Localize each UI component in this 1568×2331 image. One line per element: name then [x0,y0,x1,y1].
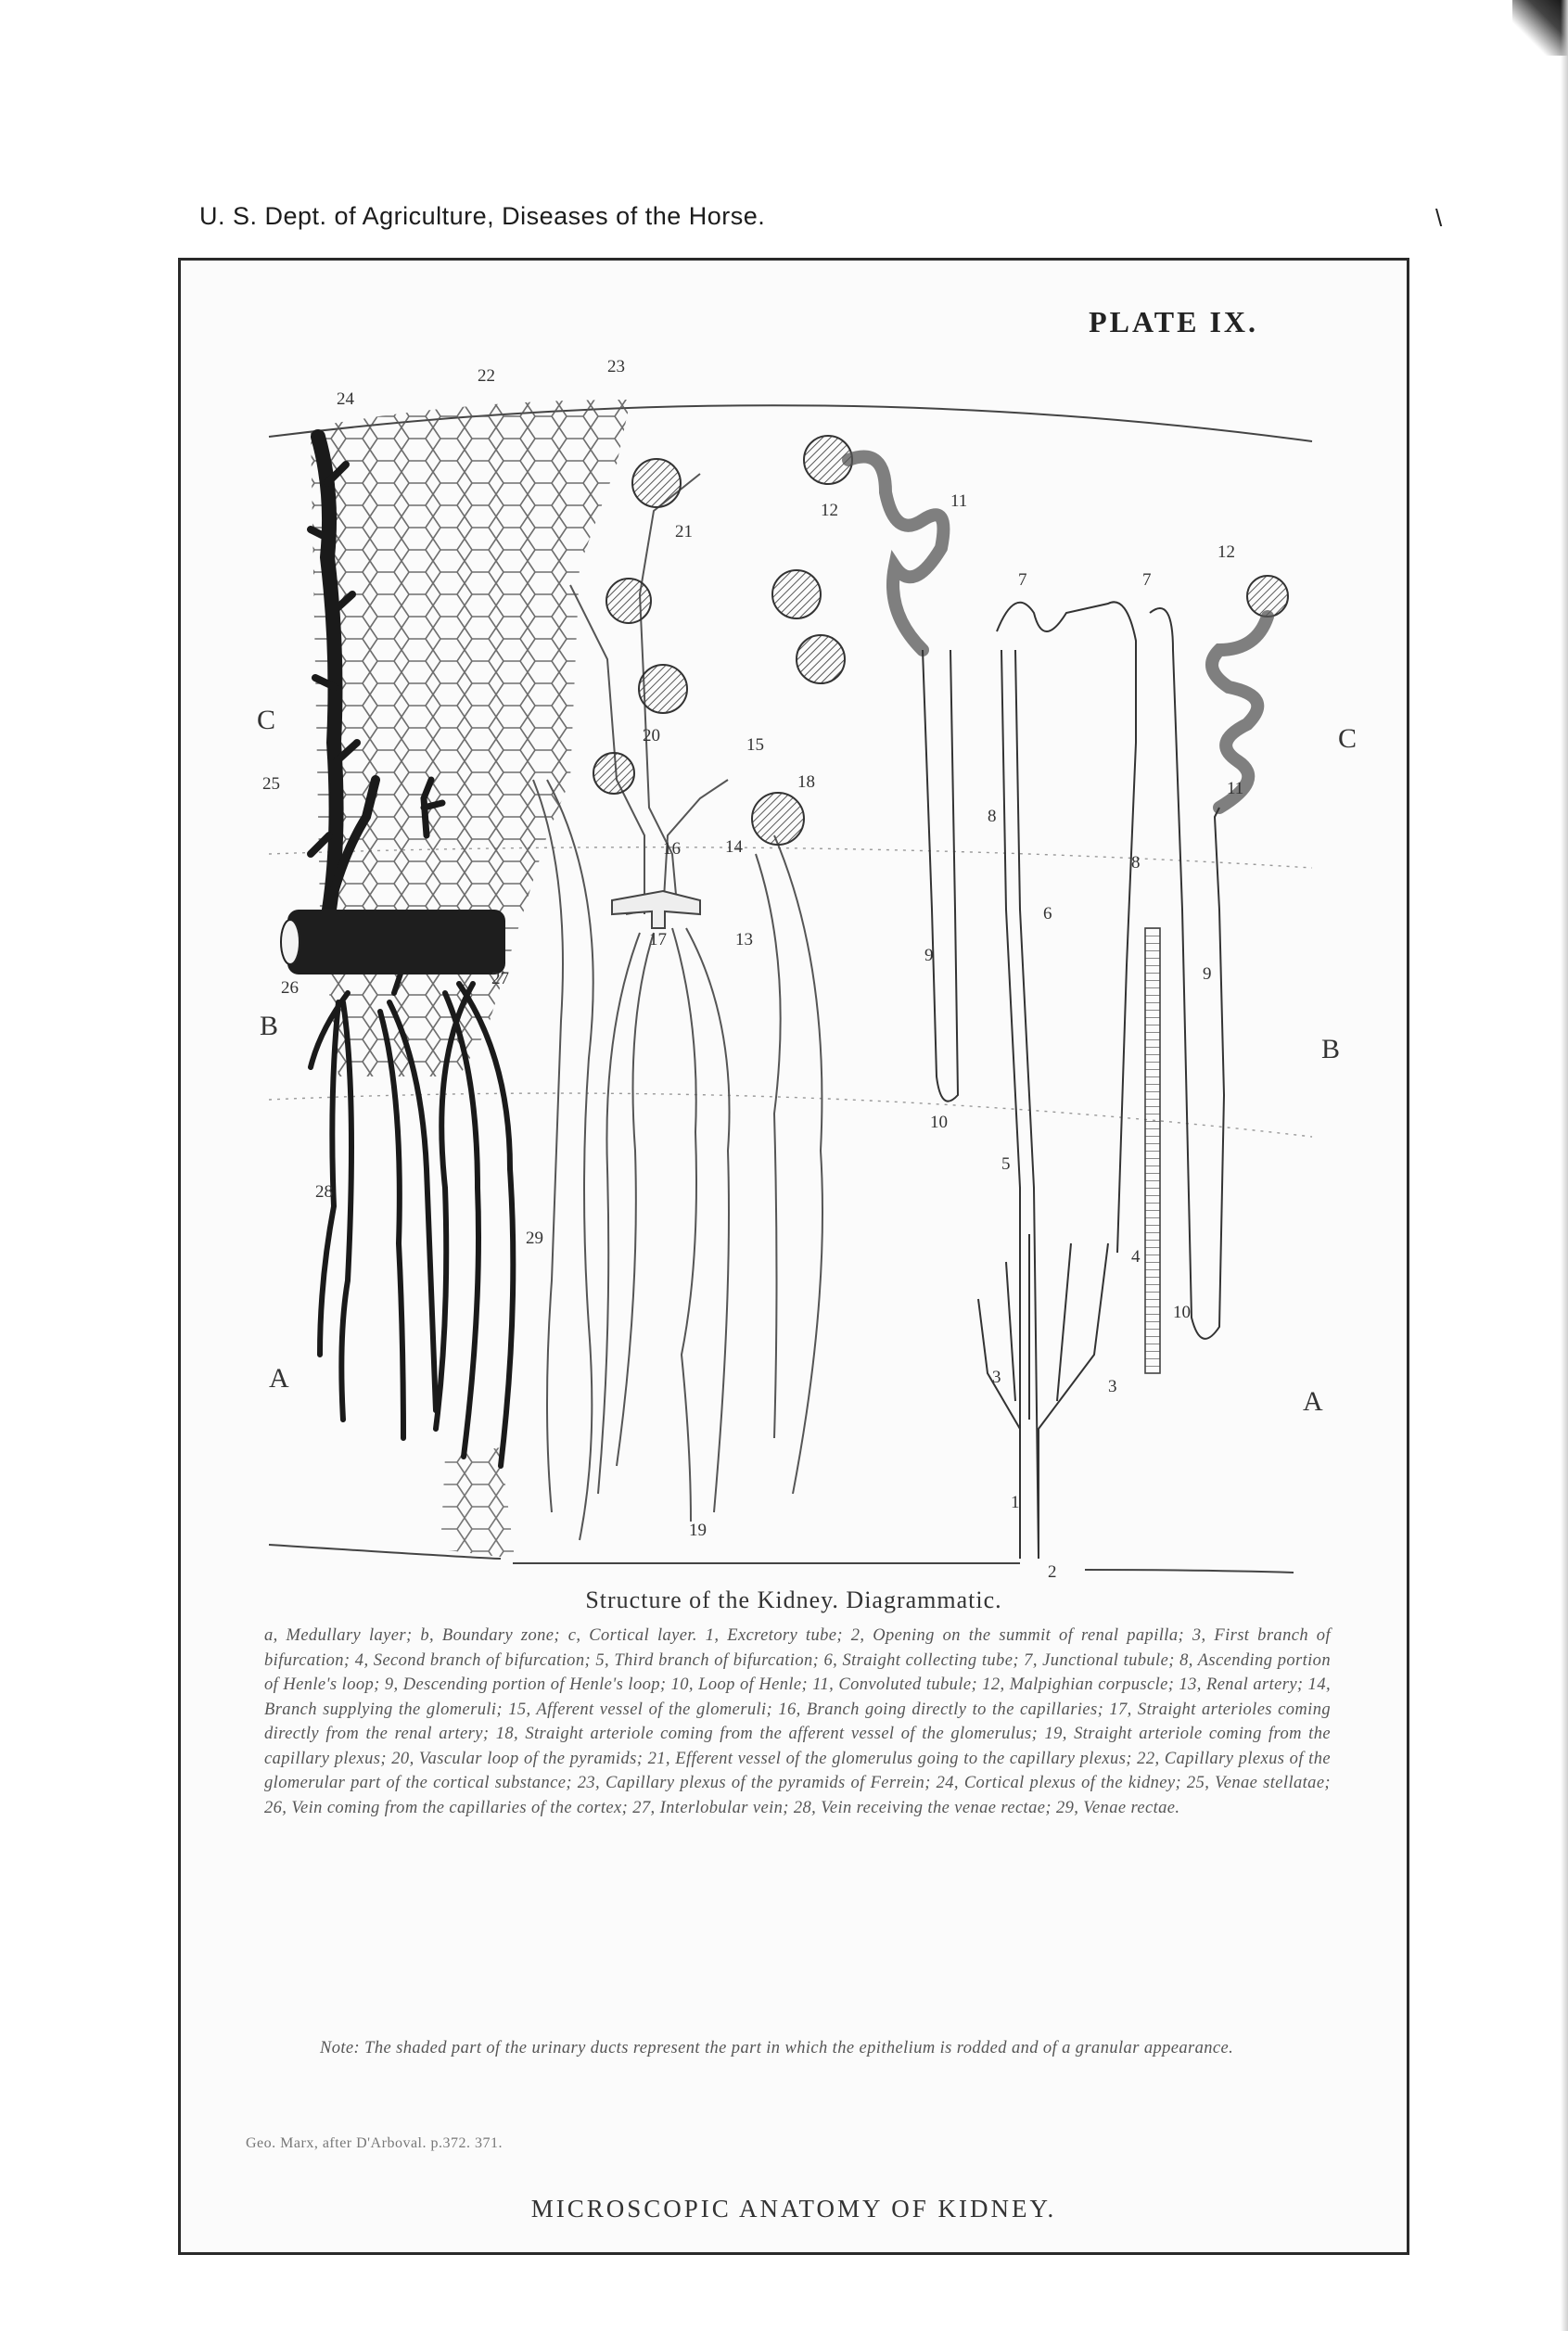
ref-num: 4 [1131,1247,1141,1267]
ref-num: 7 [1142,570,1152,590]
ref-num: 27 [491,969,509,988]
cortical-plexus [311,400,631,1076]
ref-num: 22 [478,366,495,386]
plate-number: PLATE IX. [1089,305,1258,338]
ref-num: 29 [526,1229,543,1248]
zone-label-c-right: C [1338,723,1358,754]
engraver-credit: Geo. Marx, after D'Arboval. p.372. 371. [246,2135,503,2151]
ref-num: 8 [988,807,997,826]
ref-num: 6 [1043,904,1052,923]
zone-label-a-right: A [1303,1386,1323,1417]
renal-artery-branch [612,891,700,928]
running-title: U. S. Dept. of Agriculture, Diseases of the Horse. [199,202,766,230]
zone-label-b-right: B [1321,1034,1341,1064]
vein-cut-end [281,920,300,964]
ref-num: 21 [675,522,693,541]
ref-num: 16 [663,839,681,859]
papilla-base-line [269,1545,1294,1573]
ref-num: 24 [337,389,354,409]
ref-num: 15 [746,735,764,755]
caption-title: Structure of the Kidney. Diagrammatic. [585,1586,1002,1613]
ref-num: 9 [1203,964,1212,984]
ref-num: 8 [1131,853,1141,873]
ref-num: 11 [950,491,968,511]
ref-num: 13 [735,930,753,949]
ref-num: 3 [1108,1377,1117,1396]
ref-num: 11 [1227,779,1244,798]
ref-num: 23 [607,357,625,376]
ref-num: 12 [821,501,838,520]
plate-frame [178,258,1409,2255]
caption-legend: a, Medullary layer; b, Boundary zone; c, Cortical layer. 1, Excretory tube; 2, Opening on the summit of renal papilla; 3, First branch of bifurcation; 4, Second branch of bifurcation; 5, Third branch of bifurcation; 6, Straight collecting tube; 7, Junctional tubule; 8, Ascending portion of Henle's loop; 9, Descending portion of Henle's loop; 10, Loop of Henle; 11, Convoluted tubule; 12, Malpighian corpuscle; 13, Renal artery; 14, Branch supplying the glomeruli; 15, Afferent vessel of the glomeruli; 16, Branch going directly to the capillaries; 17, Straight arterioles coming directly from the renal artery; 18, Straight arteriole coming from the afferent vessel of the glomerulus; 19, Straight arteriole coming from the capillary plexus; 20, Vascular loop of the pyramids; 21, Efferent vessel of the glomerulus going to the capillary plexus; 22, Capillary plexus of the glomerular part of the cortical substance; 23, Capillary plexus of the pyramids of Ferrein; 24, Cortical plexus of the kidney; 25, Venae stellatae; 26, Vein coming from the capillaries of the cortex; 27, Interlobular vein; 28, Vein receiving the venae rectae; 29, Venae rectae. [264,1626,1331,1817]
ref-num: 7 [1018,570,1027,590]
ref-num: 14 [725,837,743,857]
ref-num: 9 [924,946,934,965]
collecting-tube [978,1234,1108,1559]
ref-num: 25 [262,774,280,794]
ref-num: 19 [689,1521,707,1540]
ref-num: 20 [643,726,660,745]
shaded-ascending-tube [1145,928,1160,1373]
ref-num: 18 [797,772,815,792]
ref-num: 10 [1173,1303,1191,1322]
zone-label-a-left: A [269,1363,289,1394]
zone-label-b-left: B [260,1011,279,1041]
ref-num: 10 [930,1113,948,1132]
page-edge [1561,0,1568,2331]
ref-num: 5 [1001,1154,1011,1174]
tubule-walls [923,602,1224,1559]
interlobular-vein-trunk [287,910,505,974]
ref-num: 12 [1217,542,1235,562]
convoluted-tubules [848,457,1268,808]
caption-note: Note: The shaded part of the urinary ducts represent the part in which the epithelium is rodded and of a granular appearance. [320,2039,1234,2057]
zone-label-c-left: C [257,705,276,735]
kidney-diagram [181,261,1407,1577]
ref-num: 28 [315,1182,333,1202]
ref-num: 26 [281,978,299,998]
ref-num: 1 [1011,1493,1020,1512]
margin-mark: \ [1435,204,1443,232]
ref-num: 17 [649,930,667,949]
ref-num: 2 [1048,1562,1057,1577]
plate-footer-title: MICROSCOPIC ANATOMY OF KIDNEY. [530,2195,1057,2223]
ref-num: 3 [992,1368,1001,1387]
page-corner-shadow [1512,0,1568,56]
glomeruli [593,436,1288,845]
